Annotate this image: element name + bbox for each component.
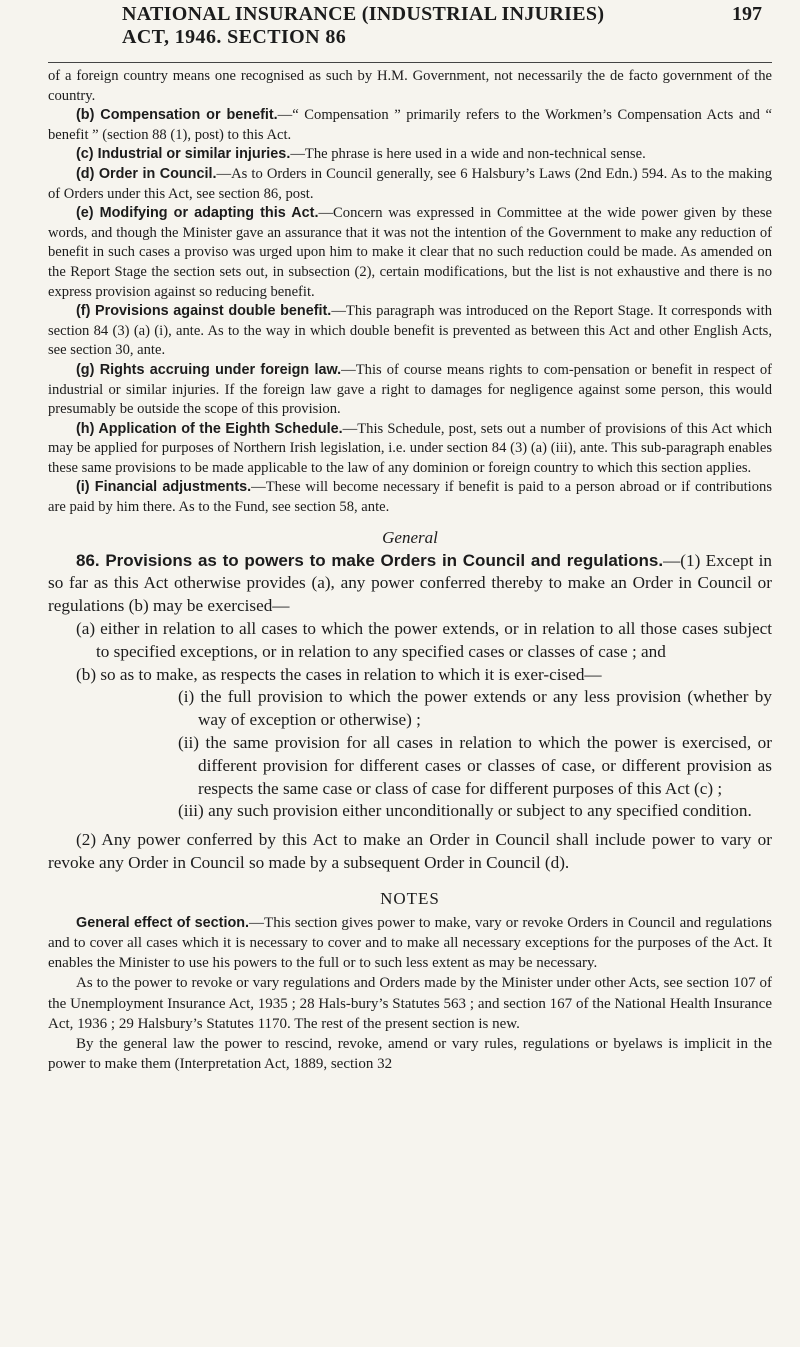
note-general-effect: General effect of section.—This section gives power to make, vary or revoke Orders in Council and regulations and to cover all cases which it is necessary to cover and to make all necessary exceptions for the purposes of the Act. It enables the Minister to use his powers to the full or to such less extent as may be necessary. <box>48 914 773 972</box>
note-b: (b) Compensation or benefit.—“ Compensation ” primarily refers to the Workmen’s Compensation Acts and “ benefit ” (section 88 (1), post) to this Act. <box>48 107 773 143</box>
header-rule <box>48 62 772 63</box>
paragraph-b: (b) so as to make, as respects the cases in relation to which it is exer-cised— <box>76 664 602 684</box>
subparagraph-ii: (ii) the same provision for all cases in relation to which the power is exercised, or different provision for different cases or classes of case, or different provision as respects the same case or class of case for different purposes of this Act (c) ; <box>178 733 772 798</box>
note-general-law: By the general law the power to rescind, revoke, amend or vary rules, regulations or byelaws is implicit in the power to make them (Interpretation Act, 1889, section 32 <box>48 1036 772 1073</box>
note-i: (i) Financial adjustments.—These will become necessary if benefit is paid to a person abroad or if contributions are paid by him there. As to the Fund, see section 58, ante. <box>48 479 772 516</box>
note-c: (c) Industrial or similar injuries.—The phrase is here used in a wide and non-technical sense. <box>76 146 646 163</box>
note-d: (d) Order in Council.—As to Orders in Council generally, see 6 Halsbury’s Laws (2nd Edn.) 594. As to the making of Orders under this Act, see section 86, post. <box>48 165 773 202</box>
subparagraph-iii: (iii) any such provision either unconditionally or subject to any specified condition. <box>178 801 752 821</box>
note-revoke-power: As to the power to revoke or vary regulations and Orders made by the Minister under other Acts, see section 107 of the Unemployment Insurance Act, 1935 ; 28 Hals-bury’s Statutes 563 ; and section 167 of the National Health Insurance Act, 1936 ; 29 Halsbury’s Statutes 1170. The rest of the present section is new. <box>48 975 772 1032</box>
note-f: (f) Provisions against double benefit.—This paragraph was introduced on the Report Stage. It corresponds with section 84 (3) (a) (i), ante. As to the way in which double benefit is prevented as between this Act and other English Acts, see section 30, ante. <box>48 303 772 359</box>
section-86-subsection-2: (2) Any power conferred by this Act to make an Order in Council shall include power to vary or revoke any Order in Council so made by a subsequent Order in Council (d). <box>48 830 772 873</box>
running-subtitle: ACT, 1946. SECTION 86 <box>122 26 347 48</box>
section-86-subsection-1: 86. Provisions as to powers to make Orders in Council and regulations.—(1) Except in so far as this Act otherwise provides (a), any power conferred thereby to make an Order in Council or regulations (b) may be exercised— <box>48 550 772 616</box>
section-86 <box>48 550 772 875</box>
page-number: 197 <box>732 3 762 25</box>
notes-bottom <box>48 913 772 1075</box>
running-head <box>48 0 772 62</box>
notes-heading: NOTES <box>380 888 440 908</box>
subparagraph-i: (i) the full provision to which the power extends or any less provision (whether by way of exception or otherwise) ; <box>178 687 772 730</box>
note-h: (h) Application of the Eighth Schedule.—This Schedule, post, sets out a number of provisions of this Act which may be applied for purposes of Northern Irish legislation, i.e. under section 84 (3) (a) (iii), ante. This sub-paragraph enables these same provisions to be made applicable to the law of any dominion or foreign country to which this section applies. <box>48 420 772 476</box>
note-e: (e) Modifying or adapting this Act.—Concern was expressed in Committee at the wide power given by these words, and though the Minister gave an assurance that it was not the intention of the Government to make any reduction of benefit in such cases a proviso was urged upon him to make it clear that no such reduction could be made. As amended on the Report Stage the section sets out, in subsection (2), certain modifications, but the list is not exhaustive and there is no express provision against so reducing benefit. <box>48 205 773 300</box>
paragraph-a: (a) either in relation to all cases to which the power extends, or in relation to all those cases subject to specified exceptions, or in relation to any specified cases or classes of case ; and <box>76 619 772 661</box>
running-title: NATIONAL INSURANCE (INDUSTRIAL INJURIES) <box>122 3 605 25</box>
notes-top <box>48 67 772 518</box>
note-g: (g) Rights accruing under foreign law.—This of course means rights to com-pensation or benefit in respect of industrial or similar injuries. If the foreign law gave a right to damages for negligence against some person, this would presumably be outside the scope of this provision. <box>48 361 773 418</box>
note-continuation: of a foreign country means one recognised as such by H.M. Government, not necessarily the de facto government of the country. <box>48 68 772 104</box>
general-heading: General <box>382 527 438 547</box>
